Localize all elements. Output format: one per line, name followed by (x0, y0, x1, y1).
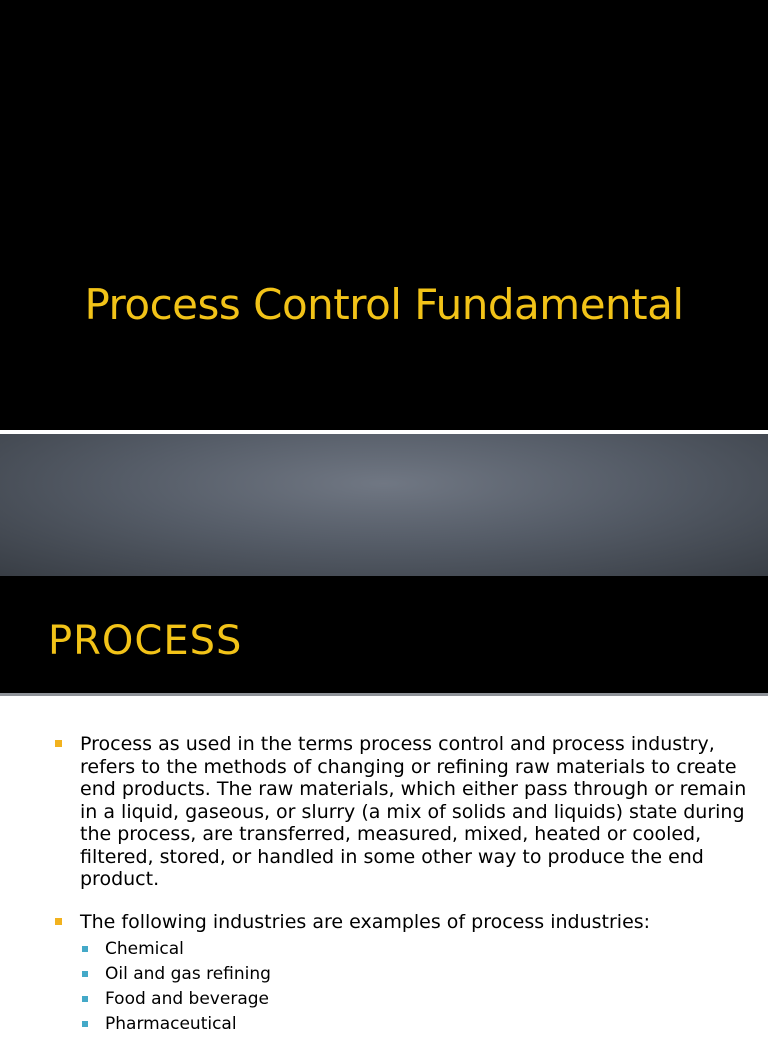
list-item-label: Food and beverage (105, 989, 269, 1009)
sub-bullet-marker-icon (82, 996, 88, 1002)
slide-title: Process Control Fundamental (84, 280, 684, 329)
sub-bullet-marker-icon (82, 971, 88, 977)
list-item (105, 988, 705, 1013)
bullet-marker-icon (55, 918, 62, 925)
list-item (105, 1013, 705, 1038)
gradient-band (0, 434, 768, 576)
bullet-paragraph: The following industries are examples of process industries: (80, 911, 651, 933)
sub-bullet-marker-icon (82, 1021, 88, 1027)
list-item-label: Chemical (105, 939, 184, 959)
title-slide (0, 0, 768, 430)
list-item (105, 938, 705, 963)
bullet-paragraph: Process as used in the terms process control and process industry, refers to the methods of changing or refining raw materials to create end products. The raw materials, which either pass through or remain in a liquid, gaseous, or slurry (a mix of solids and liquids) state during the process, are transferred, measured, mixed, heated or cooled, filtered, stored, or handled in some other way to produce the end product. (80, 733, 747, 890)
list-item (105, 963, 705, 988)
industry-list (105, 938, 705, 1038)
section-title: PROCESS (48, 618, 243, 664)
list-item-label: Oil and gas refining (105, 964, 271, 984)
sub-bullet-marker-icon (82, 946, 88, 952)
bullet-marker-icon (55, 740, 62, 747)
list-item-label: Pharmaceutical (105, 1014, 237, 1034)
